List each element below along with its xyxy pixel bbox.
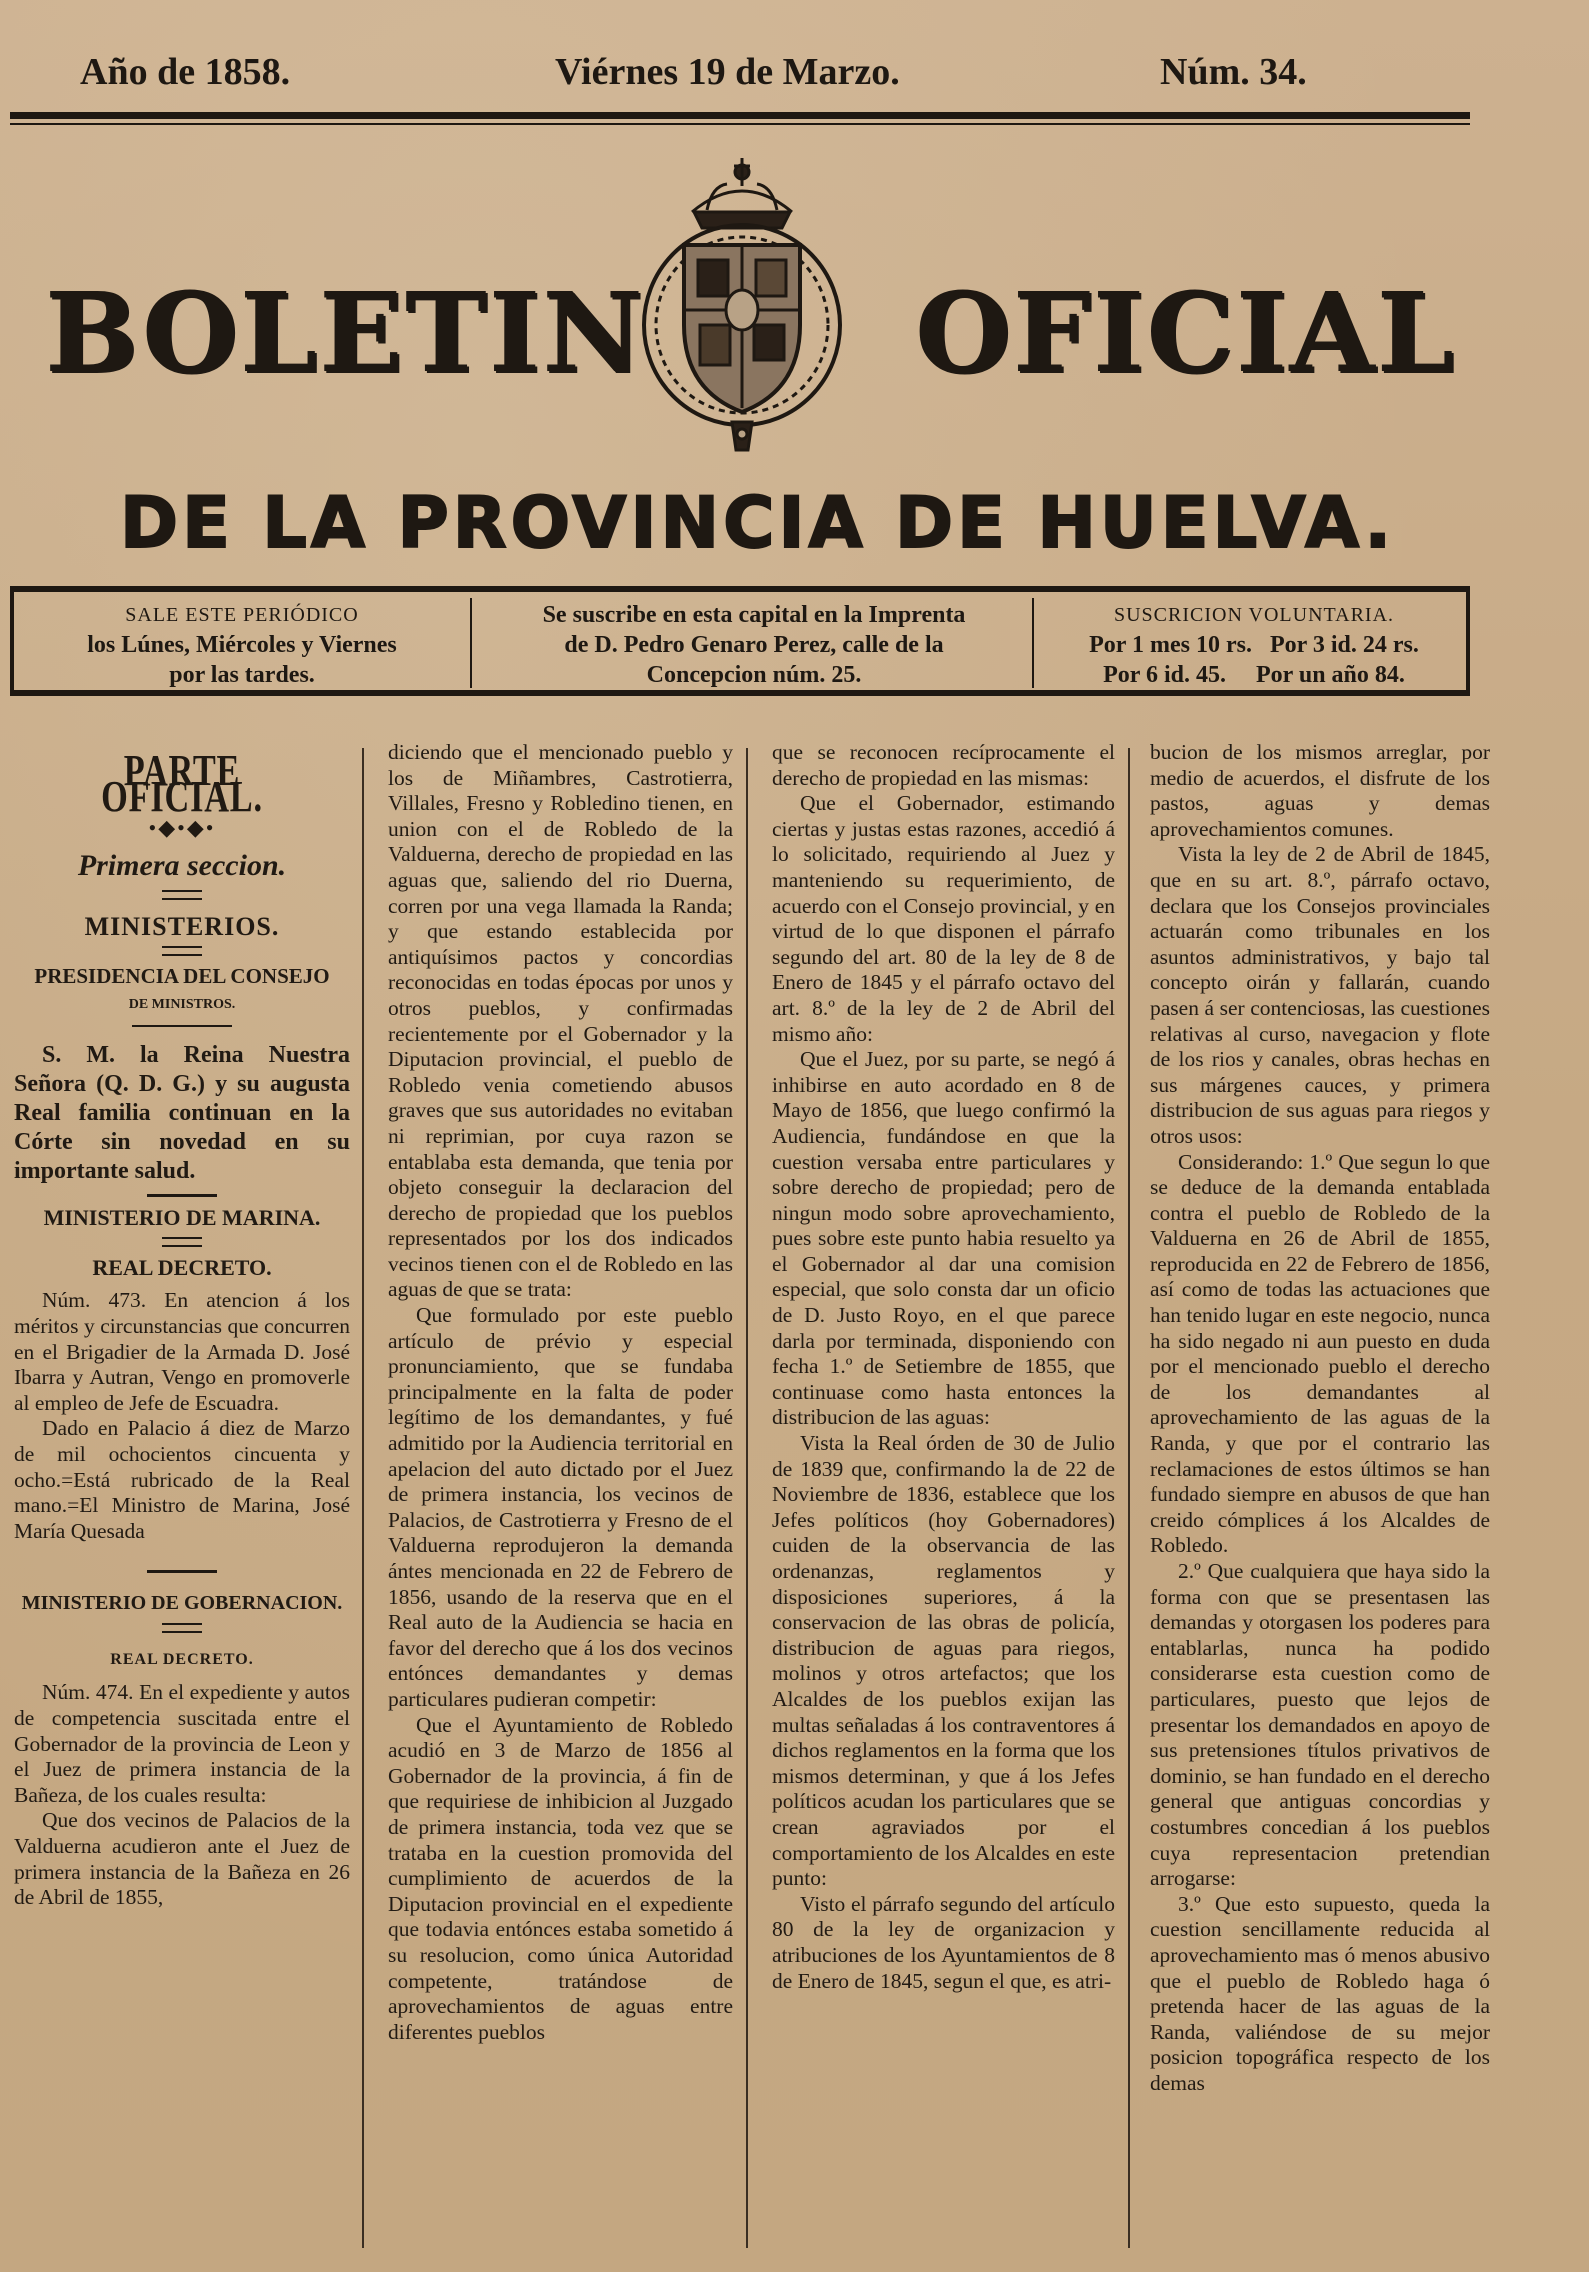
info-col2-line3: Concepcion núm. 25.	[646, 662, 862, 688]
col4-paragraph-4: 2.º Que cualquiera que haya sido la forma con que se presentasen las demandas y otorgasen los poderes para entablarlas, nunca ha podido considerarse esta cuestion como de particulares, puesto que lejos de presentar los demandados en apoyo de sus pretensiones títulos privativos de dominio, se han fundado en el derecho general que antiguas concordias y costumbres concedian á los pueblos cuya representacion pretendian arrogarse:	[1150, 1559, 1490, 1891]
presidencia-heading: PRESIDENCIA DEL CONSEJO	[34, 963, 330, 988]
masthead-rule-thin	[10, 123, 1470, 125]
column-separator	[362, 748, 364, 2248]
decreto-473: Núm. 473. En atencion á los méritos y circunstancias que concurren en el Brigadier de la Armada D. José Ibarra y Autran, Vengo en promoverle al empleo de Jefe de Escuadra.	[14, 1288, 350, 1415]
subscription-prices	[1044, 600, 1464, 690]
info-separator	[470, 598, 472, 688]
de-ministros-heading: DE MINISTROS.	[128, 996, 236, 1012]
ornament: •◆•◆•	[148, 815, 216, 841]
info-col1-line3: por las tardes.	[169, 662, 315, 688]
double-rule	[162, 1623, 202, 1633]
info-col1-line2: los Lúnes, Miércoles y Viernes	[87, 632, 397, 658]
column-3	[772, 740, 1115, 1994]
info-col2-line1: Se suscribe en esta capital en la Imprenta	[542, 602, 966, 628]
info-separator	[1032, 598, 1034, 688]
col4-paragraph-5: 3.º Que esto supuesto, queda la cuestion sencillamente reducida al aprovechamiento mas ó menos abusivo que el pueblo de Robledo haga ó pretenda hacer de las aguas de la Randa, valiéndose de su mejor posicion topográfica respecto de los demas	[1150, 1891, 1490, 2095]
col3-paragraph-4: Vista la Real órden de 30 de Julio de 1839 que, confirmando la de 22 de Noviembre de 1836, establece que los Jefes políticos (hoy Gobernadores) cuiden de la observancia de las ordenanzas, reglamentos y disposiciones superiores, á la conservacion de las obras de policía, distribucion de aguas para riegos, molinos y otros artefactos; que los Alcaldes de los pueblos exijan las multas señaladas á los contraventores á dichos reglamentos en la forma que los mismos determinan, y que á los Jefes políticos acudan los particulares que se crean agraviados por el comportamiento de los Alcaldes en este punto:	[772, 1431, 1115, 1891]
ministerio-marina-heading: MINISTERIO DE MARINA.	[43, 1205, 321, 1231]
col2-paragraph-2: Que formulado por este pueblo artículo de prévio y especial pronunciamiento, que se fundaba principalmente en la falta de poder legítimo de los demandantes, y fué admitido por la Audiencia territorial en apelacion del auto dictado por el Juez de primera instancia, los vecinos de Palacios, de Castrotierra y Fresno de el Valduerna reprodujeron la demanda ántes mencionada en 22 de Febrero de 1856, usando de la reserva que en el Real auto de la Audiencia se hacia en favor del derecho que á los dos vecinos entónces demandantes y demas particulares pudieran competir:	[388, 1303, 733, 1711]
column-separator	[1128, 748, 1130, 2248]
col2-paragraph-3: Que el Ayuntamiento de Robledo acudió en 3 de Marzo de 1856 al Gobernador de la provincia, á fin de que requiriese de inhibicion al Juzgado de primera instancia, toda vez que se trataba en la cuestion promovida del cumplimiento de acuerdos de la Diputacion provincial en el expediente que todavia entónces estaba sometido á su resolucion, como única Autoridad competente, tratándose de aprovechamientos de aguas entre diferentes pueblos	[388, 1712, 733, 2044]
parte-oficial-heading: PARTE OFICIAL.	[101, 746, 263, 821]
double-rule	[162, 1237, 202, 1247]
col4-paragraph-2: Vista la ley de 2 de Abril de 1845, que en su art. 8.º, párrafo octavo, declara que los Consejos provinciales actuarán como tribunales en los asuntos administrativos, y bajo tal concepto oirán y fallarán, cuando pasen á ser contenciosas, las cuestiones relativas al curso, navegacion y flote de los rios y canales, obras hechas en sus márgenes cauces, y primera distribucion de sus aguas para riegos y otros usos:	[1150, 842, 1490, 1148]
decreto-474: Núm. 474. En el expediente y autos de competencia suscitada entre el Gobernador de la provincia de Leon y el Juez de primera instancia de la Bañeza, de los cuales resulta:	[14, 1680, 350, 1807]
title-provincia: DE LA PROVINCIA DE HUELVA.	[120, 482, 1396, 564]
column-4	[1150, 740, 1490, 2096]
real-decreto-heading-2: REAL DECRETO.	[110, 1650, 254, 1668]
masthead-top-line	[0, 44, 1589, 104]
real-decreto-heading: REAL DECRETO.	[92, 1254, 272, 1280]
que-dos-vecinos: Que dos vecinos de Palacios de la Valduerna acudieron ante el Juez de primera instancia de la Bañeza en 26 de Abril de 1855,	[14, 1808, 350, 1910]
section-rule	[147, 1570, 217, 1573]
dado-en-palacio: Dado en Palacio á diez de Marzo de mil ochocientos cincuenta y ocho.=Está rubricado de la Real mano.=El Ministro de Marina, José María Quesada	[14, 1416, 350, 1543]
col3-paragraph-2: Que el Gobernador, estimando ciertas y justas estas razones, accedió á lo solicitado, requiriendo al Juez y manteniendo su requerimiento, de acuerdo con el Consejo provincial, y en virtud de lo que disponen el párrafo segundo del art. 80 de la ley de 8 de Enero de 1845 y el párrafo octavo del art. 8.º de la ley de 2 de Abril del mismo año:	[772, 791, 1115, 1046]
title-boletin: BOLETIN	[45, 268, 645, 397]
col3-paragraph-5: Visto el párrafo segundo del artículo 80 de la ley de organizacion y atribuciones de los Ayuntamientos de 8 de Enero de 1845, segun el que, es atri-	[772, 1891, 1115, 1993]
ministerio-gobernacion-heading: MINISTERIO DE GOBERNACION.	[21, 1592, 343, 1615]
double-rule	[162, 946, 202, 956]
column-2	[388, 740, 733, 2045]
info-col3-line1: SUSCRICION VOLUNTARIA.	[1113, 604, 1395, 626]
double-rule	[162, 890, 202, 900]
section-rule	[132, 1025, 232, 1027]
col3-paragraph-1: que se reconocen recíprocamente el derecho de propiedad en las mismas:	[772, 740, 1115, 790]
subscription-address	[484, 600, 1024, 690]
royal-coat-of-arms-icon	[632, 150, 852, 460]
column-separator	[746, 748, 748, 2248]
info-col3-line3: Por 6 id. 45. Por un año 84.	[1103, 662, 1405, 688]
subscription-info-bar	[10, 586, 1470, 696]
ministerios-heading: MINISTERIOS.	[84, 912, 280, 942]
col4-paragraph-3: Considerando: 1.º Que segun lo que se deduce de la demanda entablada contra el pueblo de Robledo de la Valduerna en 26 de Abril de 1855, reproducida en 22 de Febrero de 1856, así como de todas las actuaciones que han tenido lugar en este negocio, nunca ha sido negado ni aun puesto en duda por el mencionado pueblo el derecho de los demandantes al aprovechamiento de las aguas de la Randa, y que por el contrario las reclamaciones de estos últimos se han fundado siempre en abusos de que han creido cómplices á los Alcaldes de Robledo.	[1150, 1149, 1490, 1558]
col3-paragraph-3: Que el Juez, por su parte, se negó á inhibirse en auto acordado en 8 de Mayo de 1856, que luego confirmó la Audiencia, fundándose en que la cuestion versaba entre particulares y sobre derecho de propiedad; pero de ningun modo sobre aprovechamiento, pues sobre este punto habia resuelto ya el Gobernador al dar una comision especial, que solo consta dar un oficio de D. Justo Royo, en el que parece darla por terminada, disponiendo con fecha 1.º de Setiembre de 1855, que continuase como hasta entonces la distribucion de las aguas:	[772, 1047, 1115, 1430]
info-col2-line2: de D. Pedro Genaro Perez, calle de la	[564, 632, 944, 658]
primera-seccion-heading: Primera seccion.	[77, 848, 287, 882]
issue-number: Núm. 34.	[1160, 51, 1307, 93]
section-rule	[147, 1194, 217, 1197]
title-oficial: OFICIAL	[915, 268, 1457, 397]
publication-days	[22, 600, 462, 690]
col4-paragraph-1: bucion de los mismos arreglar, por medio de acuerdos, el disfrute de los pastos, aguas y demas aprovechamientos comunes.	[1150, 740, 1490, 841]
info-col1-line1: SALE ESTE PERIÓDICO	[125, 604, 359, 626]
issue-year: Año de 1858.	[80, 51, 291, 93]
info-col3-line2: Por 1 mes 10 rs. Por 3 id. 24 rs.	[1089, 632, 1419, 658]
royal-health-notice: S. M. la Reina Nuestra Señora (Q. D. G.) y su augusta Real familia continuan en la Córte sin novedad en su importante salud.	[14, 1042, 350, 1185]
column-1	[14, 740, 350, 1911]
col2-paragraph-1: diciendo que el mencionado pueblo y los de Miñambres, Castrotierra, Villales, Fresno y Robledino tienen, en union con el de Robledo de la Valduerna, derecho de propiedad en las aguas que, saliendo del rio Duerna, corren por una vega llamada la Randa; y que estando establecida por antiquísimos pactos y concordias reconocidas en todas épocas por unos y otros pueblos, y confirmadas recientemente por el Gobernador y la Diputacion provincial, el pueblo de Robledo venia cometiendo abusos graves que sus autoridades no evitaban ni reprimian, por cuya razon se entablaba esta demanda, que tenia por objeto conseguir la declaracion del derecho de propiedad que los pueblos representados por los dos indicados vecinos tienen con el de Robledo en las aguas de que se trata:	[388, 740, 733, 1302]
masthead-rule	[10, 112, 1470, 119]
issue-date: Viérnes 19 de Marzo.	[555, 51, 900, 93]
